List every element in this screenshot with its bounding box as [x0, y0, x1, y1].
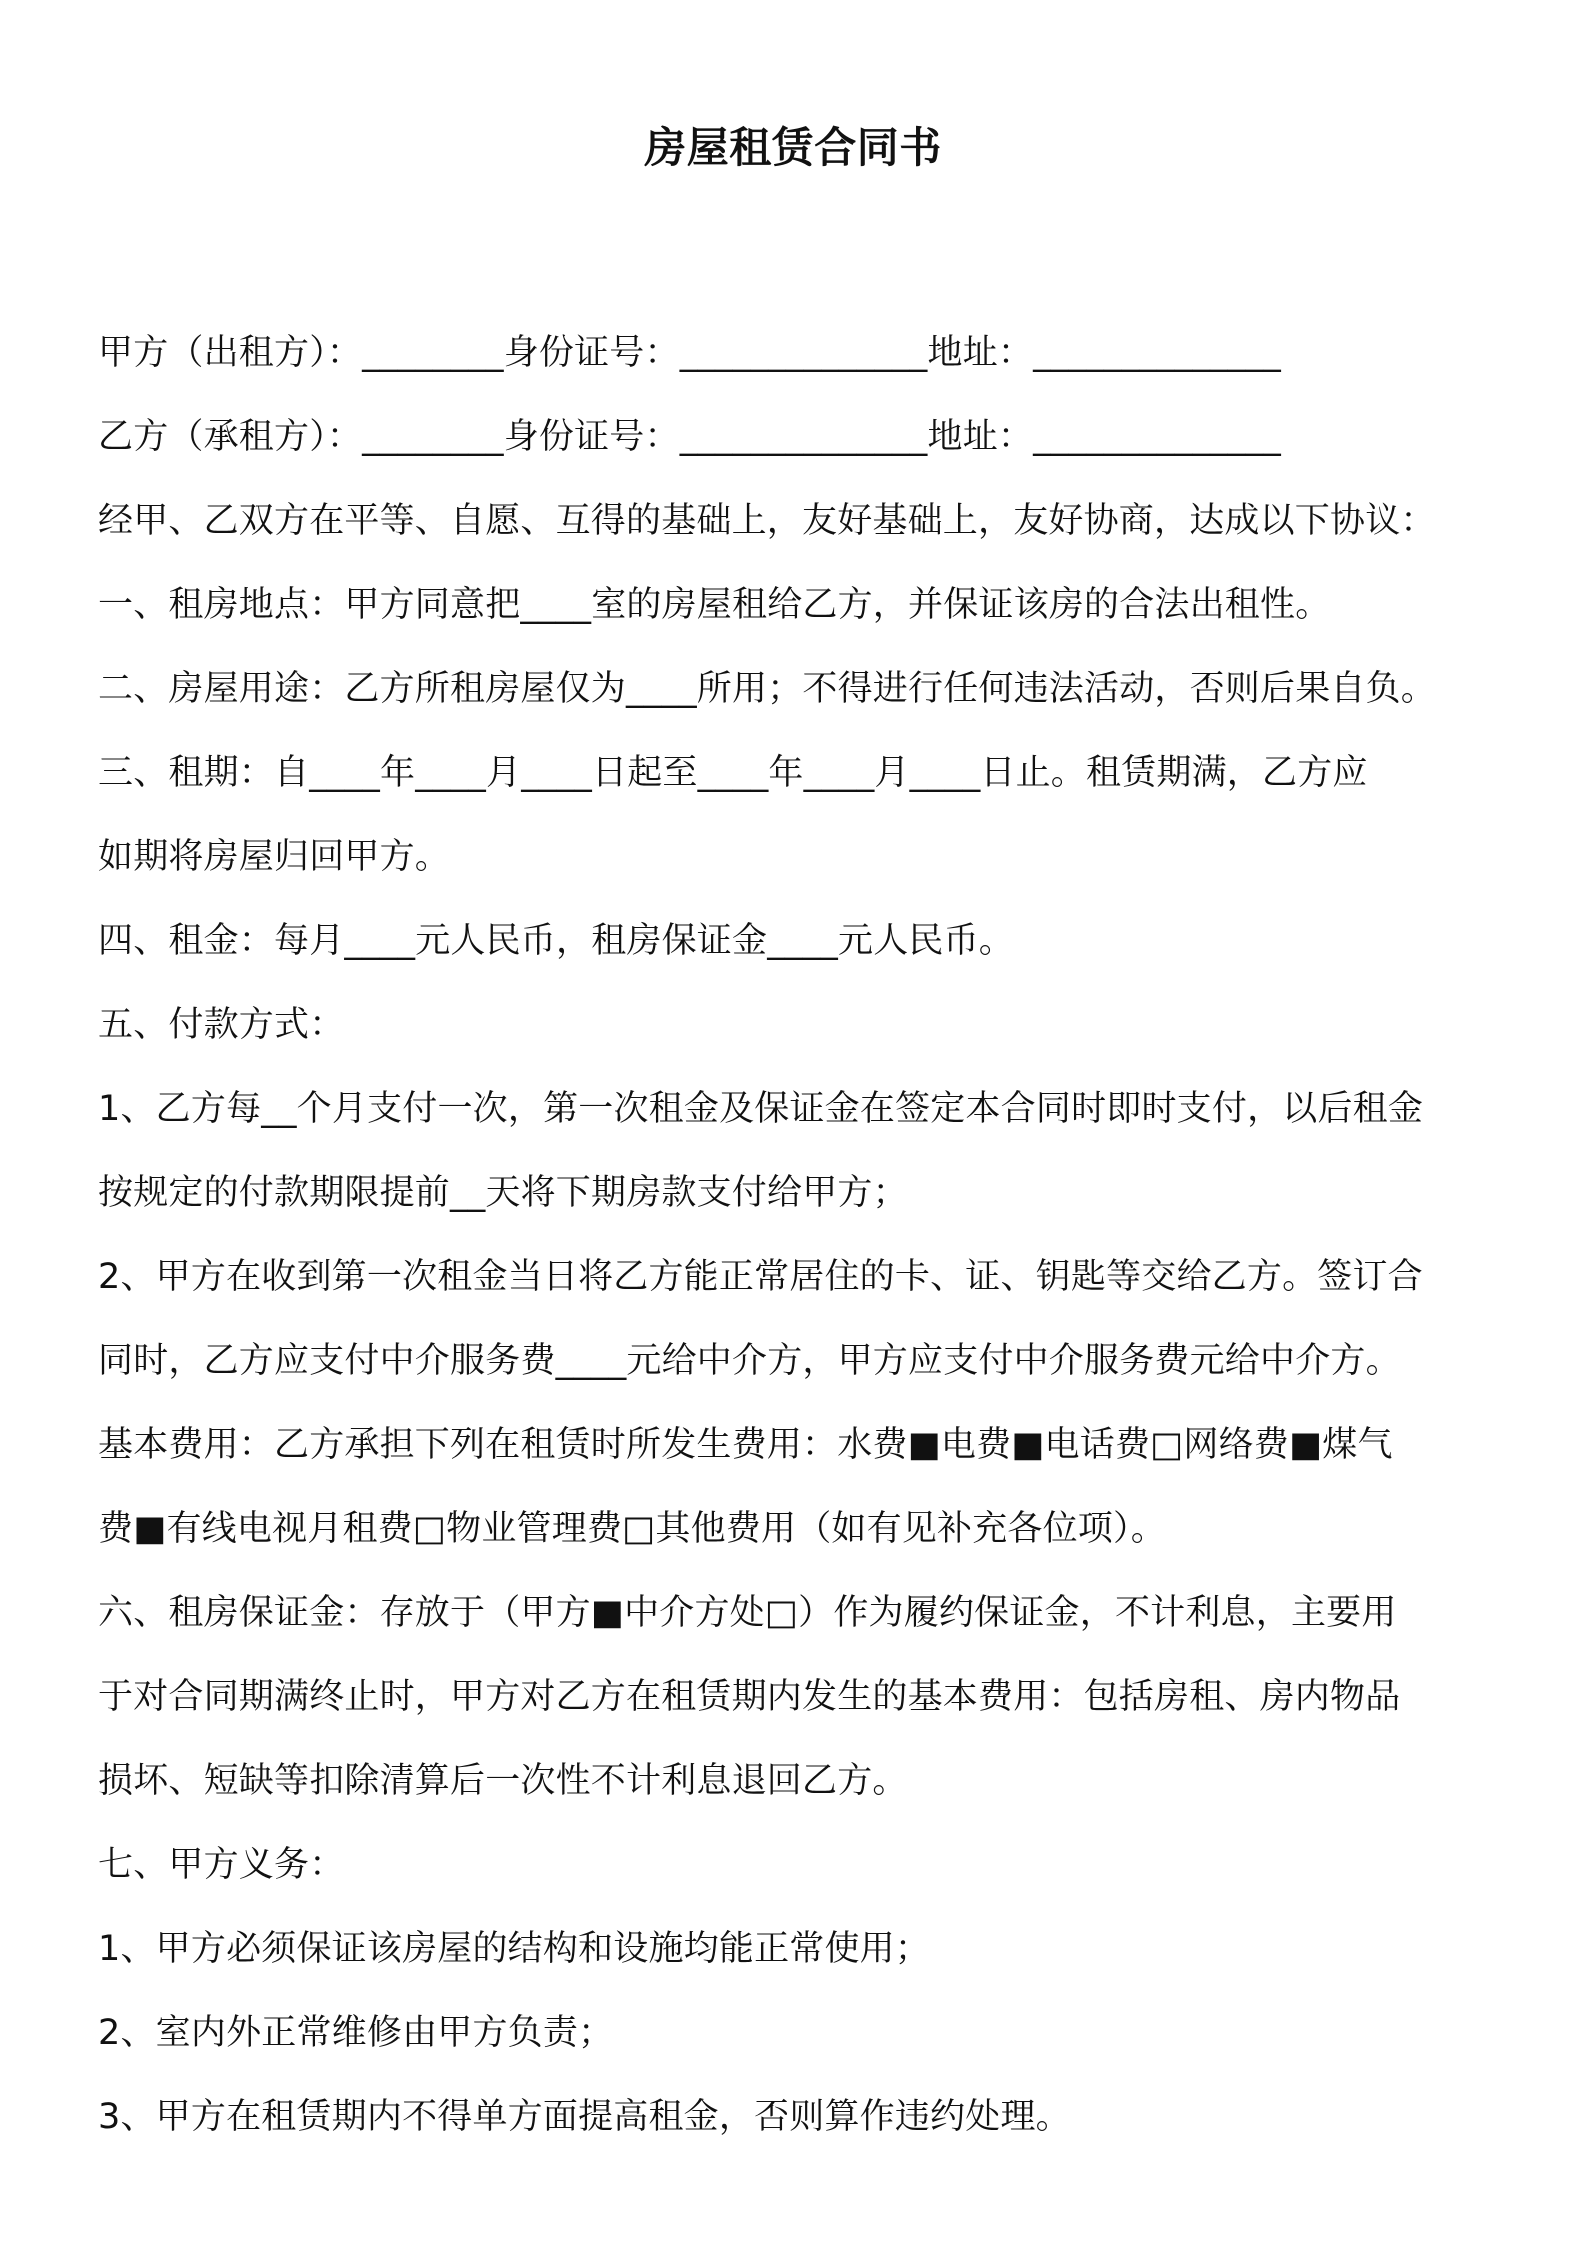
clause-6-deposit-line-2: 于对合同期满终止时，甲方对乙方在租赁期内发生的基本费用：包括房租、房内物品: [98, 1677, 1401, 1717]
contract-body: [98, 311, 1508, 2159]
clause-1-location: 一、租房地点：甲方同意把____室的房屋租给乙方，并保证该房的合法出租性。: [98, 585, 1331, 625]
document-title: 房屋租赁合同书: [644, 123, 942, 172]
payment-item-1-line-1: 1、乙方每__个月支付一次，第一次租金及保证金在签定本合同时即时支付，以后租金: [98, 1089, 1424, 1129]
basic-fees-line-2: 费■有线电视月租费□物业管理费□其他费用（如有见补充各位项）。: [98, 1509, 1166, 1549]
clause-3-term-line-1: 三、租期：自____年____月____日起至____年____月____日止。租赁期满，乙方应: [98, 753, 1368, 793]
payment-item-2-line-1: 2、甲方在收到第一次租金当日将乙方能正常居住的卡、证、钥匙等交给乙方。签订合: [98, 1257, 1423, 1297]
payment-item-2-line-2: 同时，乙方应支付中介服务费____元给中介方，甲方应支付中介服务费元给中介方。: [98, 1341, 1401, 1381]
clause-3-term-line-2: 如期将房屋归回甲方。: [98, 837, 451, 877]
agreement-intro: 经甲、乙双方在平等、自愿、互得的基础上，友好基础上，友好协商，达成以下协议：: [98, 501, 1436, 541]
clause-7-heading: 七、甲方义务：: [98, 1845, 345, 1885]
clause-2-usage: 二、房屋用途：乙方所租房屋仅为____所用；不得进行任何违法活动，否则后果自负。: [98, 669, 1437, 709]
landlord-duty-2: 2、室内外正常维修由甲方负责；: [98, 2013, 614, 2053]
landlord-duty-3: 3、甲方在租赁期内不得单方面提高租金，否则算作违约处理。: [98, 2097, 1071, 2137]
payment-item-1-line-2: 按规定的付款期限提前__天将下期房款支付给甲方；: [98, 1173, 908, 1213]
basic-fees-line-1: 基本费用：乙方承担下列在租赁时所发生费用：水费■电费■电话费□网络费■煤气: [98, 1425, 1393, 1465]
clause-5-heading: 五、付款方式：: [98, 1005, 345, 1045]
landlord-duty-1: 1、甲方必须保证该房屋的结构和设施均能正常使用；: [98, 1929, 931, 1969]
clause-4-rent: 四、租金：每月____元人民币，租房保证金____元人民币。: [98, 921, 1015, 961]
party-b-line: 乙方（承租方）：________身份证号：______________地址：______________: [98, 417, 1281, 457]
clause-6-deposit-line-3: 损坏、短缺等扣除清算后一次性不计利息退回乙方。: [98, 1761, 908, 1801]
party-a-line: 甲方（出租方）：________身份证号：______________地址：______________: [98, 333, 1281, 373]
clause-6-deposit-line-1: 六、租房保证金：存放于（甲方■中介方处□）作为履约保证金，不计利息，主要用: [98, 1593, 1397, 1633]
